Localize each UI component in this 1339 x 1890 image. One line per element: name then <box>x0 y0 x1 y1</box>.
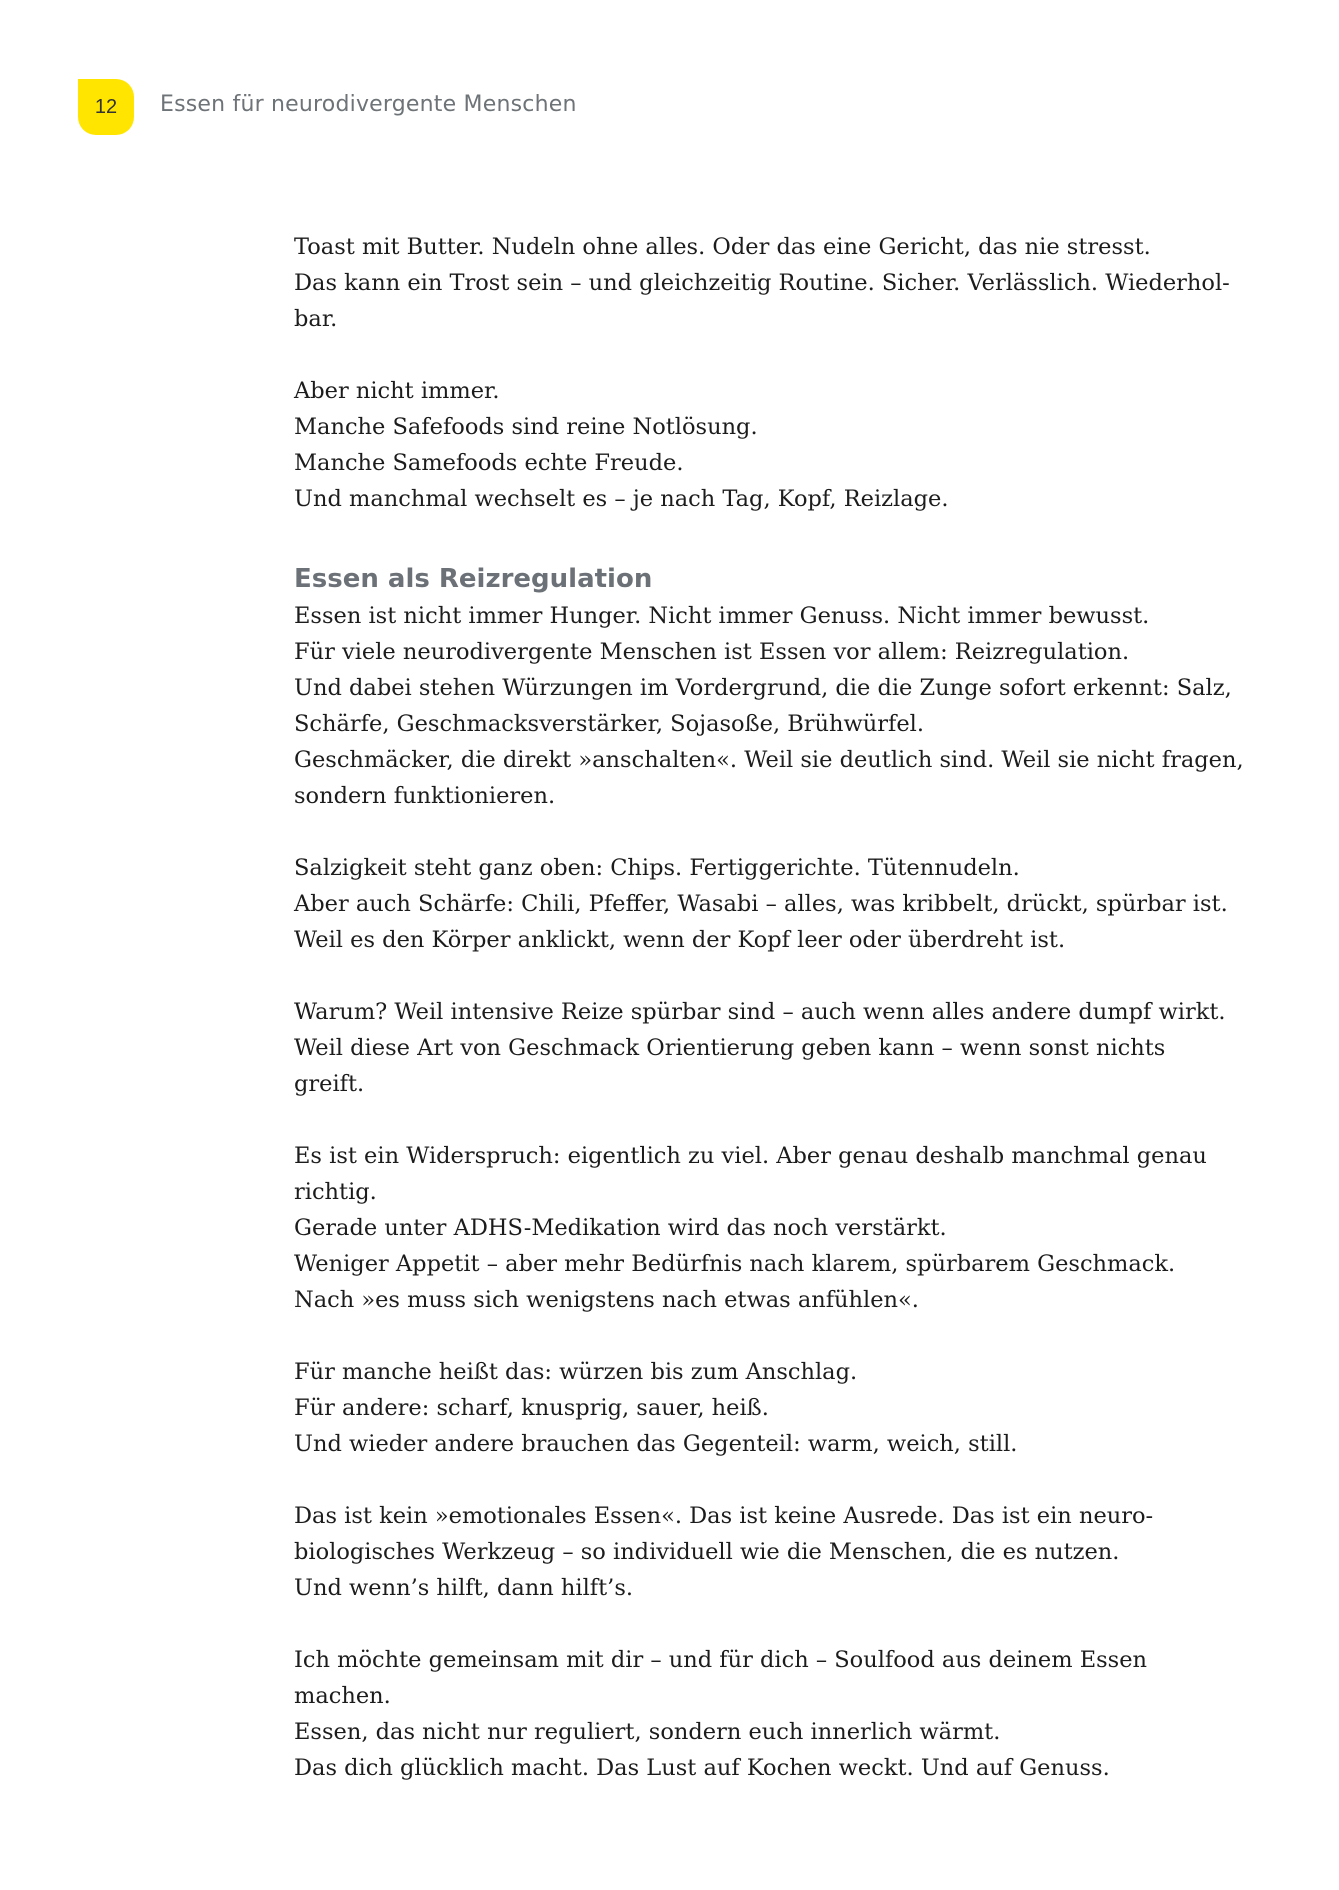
section-heading: Essen als Reizregulation <box>294 564 653 594</box>
text-line: Toast mit Butter. Nudeln ohne alles. Oder das eine Gericht, das nie stresst. <box>294 234 1151 260</box>
text-line: Das dich glücklich macht. Das Lust auf Kochen weckt. Und auf Genuss. <box>294 1755 1110 1781</box>
text-line: sondern funktionieren. <box>294 783 556 809</box>
text-line: Weniger Appetit – aber mehr Bedürfnis nach klarem, spürbarem Geschmack. <box>294 1251 1176 1277</box>
page-number: 12 <box>94 95 118 118</box>
paragraph-gap <box>294 814 1274 850</box>
text-line: Das kann ein Trost sein – und gleichzeitig Routine. Sicher. Verlässlich. Wiederhol- <box>294 270 1230 296</box>
text-line: Und manchmal wechselt es – je nach Tag, Kopf, Reizlage. <box>294 486 949 512</box>
text-line: richtig. <box>294 1179 377 1205</box>
text-line: Und wenn’s hilft, dann hilft’s. <box>294 1575 634 1601</box>
text-line: Nach »es muss sich wenigstens nach etwas anfühlen«. <box>294 1287 919 1313</box>
text-line: Essen, das nicht nur reguliert, sondern euch innerlich wärmt. <box>294 1719 1001 1745</box>
body-text <box>294 229 1274 1786</box>
paragraph-gap <box>294 517 1274 553</box>
text-line: Ich möchte gemeinsam mit dir – und für dich – Soulfood aus deinem Essen <box>294 1647 1148 1673</box>
text-line: Das ist kein »emotionales Essen«. Das ist keine Ausrede. Das ist ein neuro- <box>294 1503 1154 1529</box>
text-line: Für viele neurodivergente Menschen ist Essen vor allem: Reizregulation. <box>294 639 1130 665</box>
paragraph-gap <box>294 1318 1274 1354</box>
paragraph-gap <box>294 958 1274 994</box>
text-line: Weil diese Art von Geschmack Orientierung geben kann – wenn sonst nichts <box>294 1035 1166 1061</box>
text-line: Schärfe, Geschmacksverstärker, Sojasoße, Brühwürfel. <box>294 711 925 737</box>
text-line: Und wieder andere brauchen das Gegenteil: warm, weich, still. <box>294 1431 1018 1457</box>
paragraph-gap <box>294 1102 1274 1138</box>
text-line: greift. <box>294 1071 365 1097</box>
running-title: Essen für neurodivergente Menschen <box>160 92 577 117</box>
paragraph-gap <box>294 1606 1274 1642</box>
text-line: Manche Samefoods echte Freude. <box>294 450 684 476</box>
paragraph-gap <box>294 337 1274 373</box>
text-line: Es ist ein Widerspruch: eigentlich zu viel. Aber genau deshalb manchmal genau <box>294 1143 1207 1169</box>
text-line: biologisches Werkzeug – so individuell wie die Menschen, die es nutzen. <box>294 1539 1120 1565</box>
text-line: Und dabei stehen Würzungen im Vordergrund, die die Zunge sofort erkennt: Salz, <box>294 675 1232 701</box>
text-line: Aber auch Schärfe: Chili, Pfeffer, Wasabi – alles, was kribbelt, drückt, spürbar ist. <box>294 891 1228 917</box>
text-line: machen. <box>294 1683 391 1709</box>
text-line: Manche Safefoods sind reine Notlösung. <box>294 414 758 440</box>
text-line: Für manche heißt das: würzen bis zum Anschlag. <box>294 1359 858 1385</box>
paragraph-gap <box>294 1462 1274 1498</box>
text-line: Weil es den Körper anklickt, wenn der Kopf leer oder überdreht ist. <box>294 927 1066 953</box>
text-line: Geschmäcker, die direkt »anschalten«. Weil sie deutlich sind. Weil sie nicht fragen, <box>294 747 1244 773</box>
text-line: Essen ist nicht immer Hunger. Nicht immer Genuss. Nicht immer bewusst. <box>294 603 1150 629</box>
text-line: Aber nicht immer. <box>294 378 500 404</box>
text-line: Salzigkeit steht ganz oben: Chips. Fertiggerichte. Tütennudeln. <box>294 855 1020 881</box>
text-line: Für andere: scharf, knusprig, sauer, heiß. <box>294 1395 769 1421</box>
text-line: bar. <box>294 306 338 332</box>
page-number-badge <box>78 79 134 135</box>
text-line: Gerade unter ADHS-Medikation wird das noch verstärkt. <box>294 1215 947 1241</box>
text-line: Warum? Weil intensive Reize spürbar sind – auch wenn alles andere dumpf wirkt. <box>294 999 1226 1025</box>
